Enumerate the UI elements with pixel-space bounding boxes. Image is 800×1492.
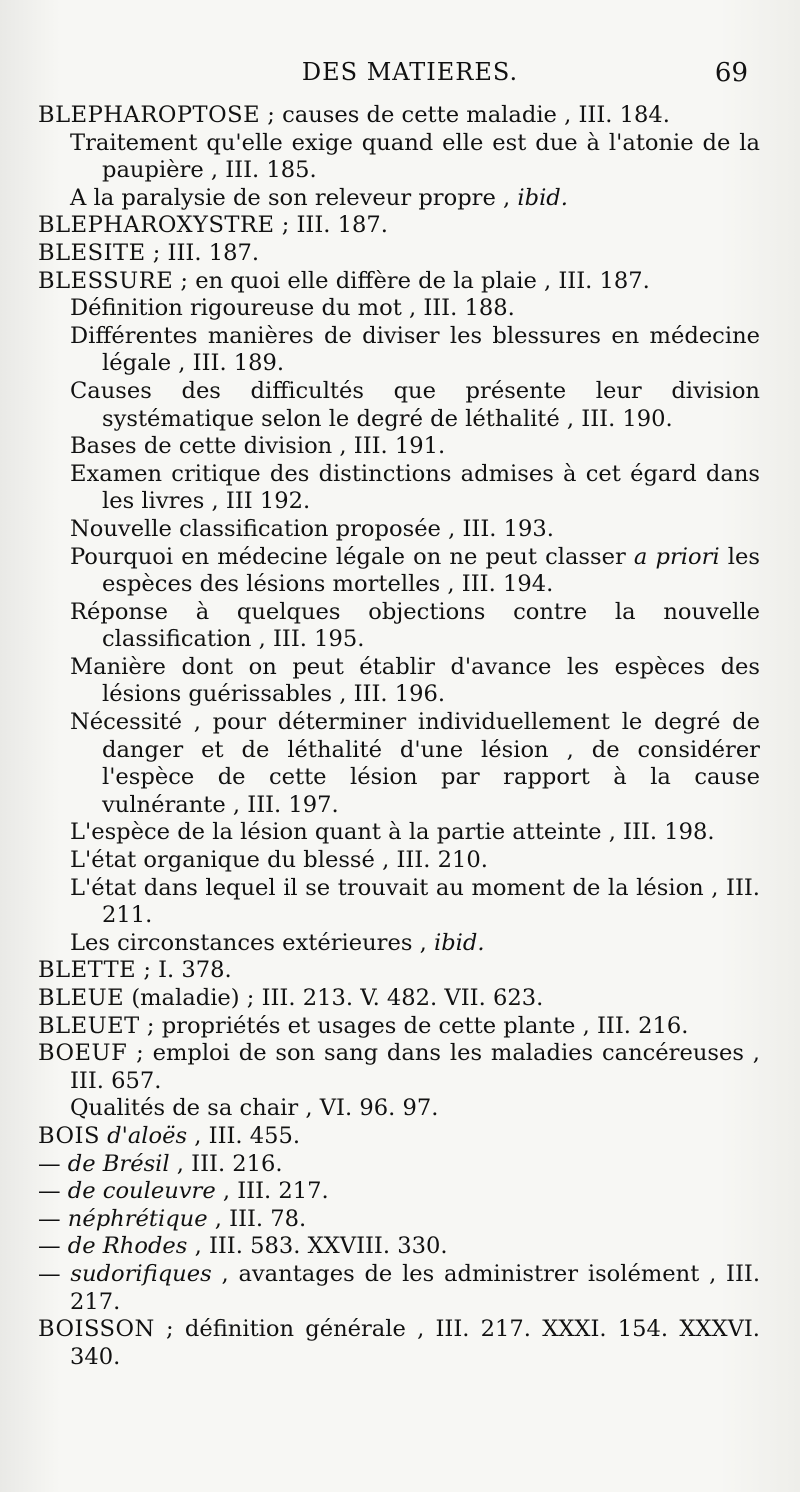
entry-text: Examen critique des distinctions admises à cet égard dans les livres , III 192. [70, 460, 760, 515]
entry-heading: BLESSURE [38, 267, 174, 294]
entry-text: ; propriétés et usages de cette plante , III. 216. [139, 1012, 689, 1039]
entry-text: , III. 217. [215, 1178, 329, 1205]
entry-heading: BOEUF [38, 1040, 128, 1067]
entry-heading: BOIS [38, 1122, 100, 1149]
entry-italic: de Brésil [67, 1150, 170, 1177]
index-entry [38, 1013, 760, 1041]
index-subentry [38, 378, 760, 433]
index-entry [38, 268, 760, 296]
entry-text: ; I. 378. [136, 957, 232, 984]
entry-heading: BLEUE [38, 985, 125, 1011]
entry-text: L'état organique du blessé , III. 210. [70, 847, 488, 874]
entry-italic: a priori [633, 543, 720, 570]
entry-italic: néphrétique [67, 1205, 208, 1232]
entry-text: ; III. 187. [274, 212, 388, 239]
running-head: DES MATIERES. [301, 58, 519, 86]
entry-text: , III. 455. [187, 1122, 301, 1149]
index-entry [38, 102, 760, 130]
entry-text: (maladie) ; III. 213. V. 482. VII. 623. [124, 985, 544, 1011]
entry-text: , III. 78. [207, 1205, 307, 1232]
entry-heading: BLETTE [38, 957, 137, 984]
entry-text: Nouvelle classification proposée , III. 193. [70, 515, 554, 542]
index-subentry [38, 819, 760, 847]
index-entry [38, 1206, 760, 1234]
entry-text: Les circonstances extérieures , [70, 929, 434, 956]
page-number: 69 [714, 58, 748, 88]
index-entry [38, 1261, 760, 1316]
entry-italic: de Rhodes [67, 1233, 188, 1260]
index-subentry [38, 930, 760, 958]
index-subentry [38, 461, 760, 516]
index-entry [38, 1040, 760, 1095]
entry-italic: de couleuvre [67, 1178, 216, 1205]
index-subentry [38, 709, 760, 819]
page-header [0, 58, 800, 98]
index-subentry [38, 516, 760, 544]
index-subentry [38, 544, 760, 599]
index-entry [38, 985, 760, 1013]
index-entry [38, 957, 760, 985]
entry-text: , III. 216. [169, 1150, 283, 1177]
entry-italic: d'aloës [107, 1122, 188, 1149]
entry-text: Pourquoi en médecine légale on ne peut classer [70, 543, 634, 570]
index-entry [38, 1316, 760, 1371]
entry-text: A la paralysie de son releveur propre , [70, 184, 518, 211]
index-subentry [38, 295, 760, 323]
entry-heading: BLEUET [38, 1012, 140, 1039]
entry-text: ; définition générale , III. 217. XXXI. 154. XXXVI. 340. [70, 1316, 760, 1370]
index-entries [38, 102, 760, 1371]
index-subentry [38, 875, 760, 930]
index-entry [38, 1233, 760, 1261]
entry-italic: sudorifiques [70, 1260, 212, 1287]
index-entry [38, 240, 760, 268]
entry-italic: ibid. [433, 929, 485, 956]
entry-text: Traitement qu'elle exige quand elle est due à l'atonie de la paupière , III. 185. [70, 129, 760, 184]
entry-text: Qualités de sa chair , VI. 96. 97. [70, 1095, 439, 1122]
index-subentry [38, 433, 760, 461]
entry-dash: — [38, 1150, 68, 1177]
entry-text: Bases de cette division , III. 191. [70, 433, 446, 460]
index-subentry [38, 654, 760, 709]
index-subentry [38, 323, 760, 378]
entry-text: ; emploi de son sang dans les maladies cancéreuses , III. 657. [70, 1040, 760, 1094]
index-entry [38, 1151, 760, 1179]
index-subentry [38, 185, 760, 213]
index-subentry [38, 599, 760, 654]
entry-text: Causes des difficultés que présente leur division systématique selon le degré de léthalité , III. 190. [70, 377, 760, 432]
entry-dash: — [38, 1178, 68, 1205]
index-entry [38, 1123, 760, 1151]
entry-dash: — [38, 1233, 68, 1260]
entry-text: ; III. 187. [145, 239, 259, 266]
index-subentry [38, 130, 760, 185]
entry-text: , III. 583. XXVIII. 330. [187, 1233, 448, 1260]
entry-text: Manière dont on peut établir d'avance les espèces des lésions guérissables , III. 196. [70, 653, 760, 708]
entry-heading: BLEPHAROXYSTRE [38, 212, 275, 239]
index-subentry [38, 1095, 760, 1123]
entry-text: ; causes de cette maladie , III. 184. [260, 102, 670, 128]
entry-text: Réponse à quelques objections contre la nouvelle classification , III. 195. [70, 598, 760, 653]
entry-text: Définition rigoureuse du mot , III. 188. [70, 295, 515, 322]
entry-heading: BLESITE [38, 239, 146, 266]
index-entry [38, 212, 760, 240]
entry-text: Nécessité , pour déterminer individuellement le degré de danger et de léthalité d'une lésion , de considérer l'espèce de cette lésion par rapport à la cause vulnérante , III. 197. [70, 709, 760, 818]
entry-heading: BLEPHAROPTOSE [38, 102, 261, 128]
entry-text: L'état dans lequel il se trouvait au moment de la lésion , III. 211. [70, 874, 760, 929]
entry-text: L'espèce de la lésion quant à la partie atteinte , III. 198. [70, 819, 715, 846]
index-subentry [38, 847, 760, 875]
entry-italic: ibid. [517, 184, 568, 211]
entry-text: , avantages de les administrer isolément , III. 217. [70, 1260, 760, 1315]
entry-text: les espèces des lésions mortelles , III. 194. [102, 543, 760, 598]
entry-heading: BOISSON [38, 1316, 155, 1343]
entry-text: ; en quoi elle diffère de la plaie , III. 187. [173, 267, 650, 294]
entry-dash: — [38, 1205, 68, 1232]
entry-text: Différentes manières de diviser les blessures en médecine légale , III. 189. [70, 322, 760, 377]
index-entry [38, 1178, 760, 1206]
entry-dash: — [38, 1260, 71, 1287]
